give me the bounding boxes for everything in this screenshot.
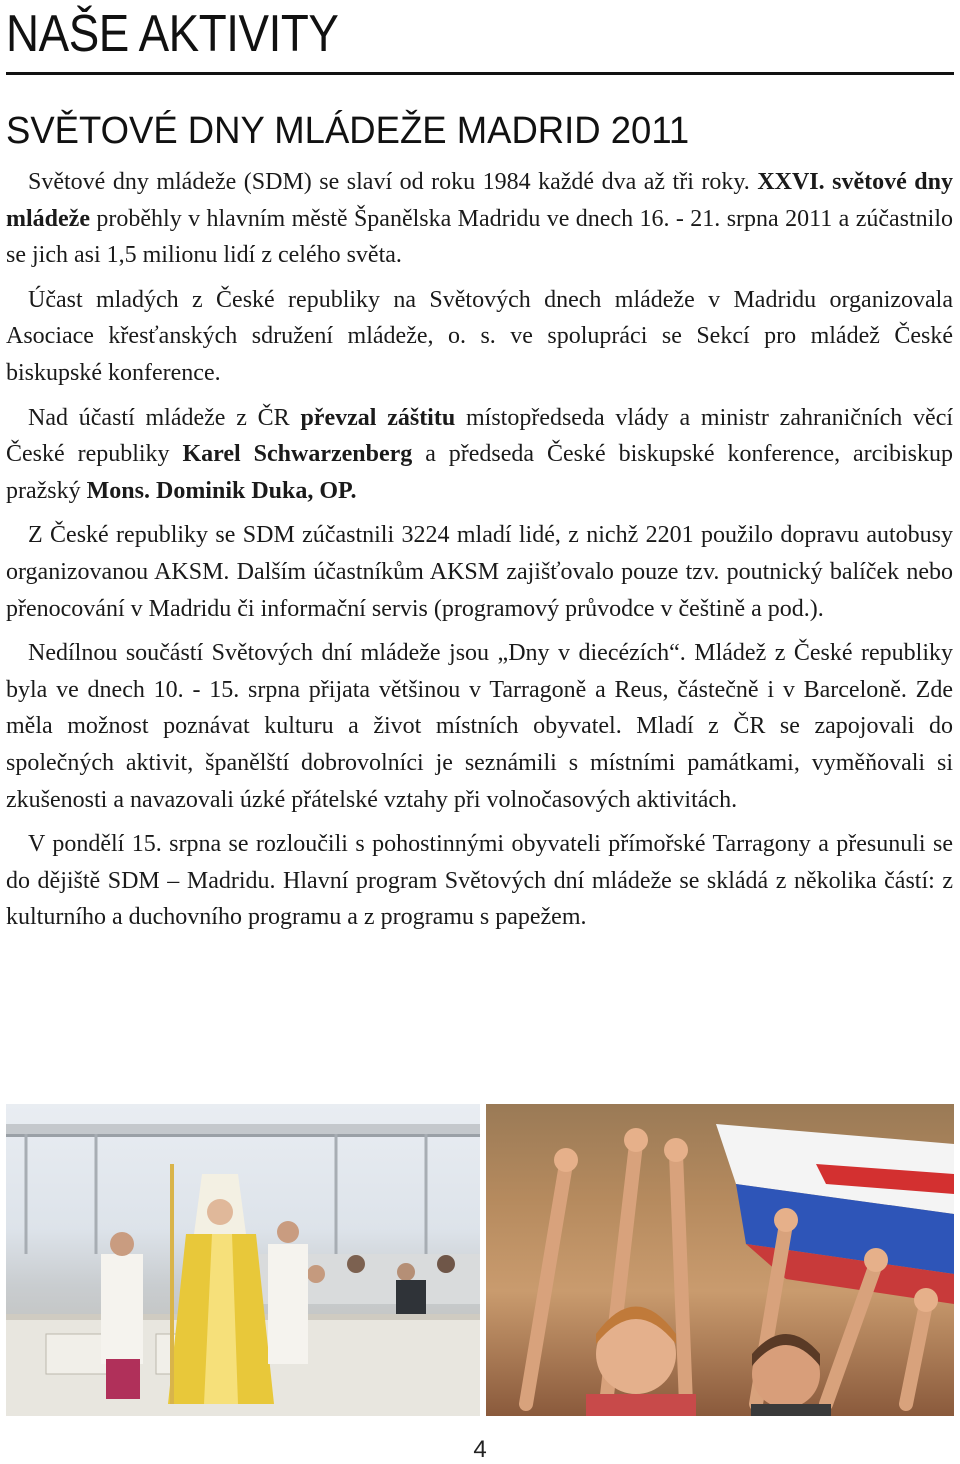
bold-text: Mons. Dominik Duka, OP. [86,477,357,504]
paragraph [6,517,953,627]
text-run: Světové dny mládeže (SDM) se slaví od roku 1984 každé dva až tři roky. [28,169,758,195]
bold-text: Karel Schwarzenberg [182,441,413,468]
paragraph [6,400,953,510]
paragraph [6,826,953,936]
text-run: V pondělí 15. srpna se rozloučili s pohostinnými obyvateli přímořské Tarragony a přesunuli se do dějiště SDM – Madridu. Hlavní program Světových dní mládeže se skládá z několika částí: z kulturního a duchovního programu a z programu s papežem. [6,831,953,931]
paragraph [6,164,953,274]
text-run: Účast mladých z České republiky na Světových dnech mládeže v Madridu organizovala Asociace křesťanských sdružení mládeže, o. s. ve spolupráci se Sekcí pro mládež České biskupské konference. [6,286,953,386]
bold-text: XXVI. světové dny mládeže [6,169,953,232]
text-run: Z České republiky se SDM zúčastnili 3224 mladí lidé, z nichž 2201 použilo dopravu autobusy organizovanou AKSM. Dalším účastníkům AKSM zajišťovalo pouze tzv. poutnický balíček nebo přenocování v Madridu či informační servis (programový průvodce v češtině a pod.). [6,522,953,622]
text-run: Nad účastí mládeže z ČR [28,404,301,431]
section-title: NAŠE AKTIVITY [6,5,339,63]
paragraph [6,282,953,392]
youth-crowd-photo [486,1104,954,1416]
page-number: 4 [473,1436,487,1463]
text-run: místopředseda vlády a ministr zahraničních věcí České republiky [6,404,954,468]
article-title: SVĚTOVÉ DNY MLÁDEŽE MADRID 2011 [6,110,690,152]
paragraph [6,635,953,818]
text-run: Nedílnou součástí Světových dní mládeže jsou „Dny v diecézích“. Mládež z České republiky byla ve dnech 10. - 15. srpna přijata většinou v Tarragoně a Reus, částečně i v Barceloně. Zde měla možnost poznávat kulturu a život místních obyvatel. Mladí z ČR se zapojovali do společných aktivit, španělští dobrovolníci je seznámili s místními památkami, vyměňovali si zkušenosti a navazovali úzké přátelské vztahy při volnočasových aktivitách. [6,640,953,813]
photo-row [6,1104,954,1416]
header-rule [6,72,954,75]
bold-text: převzal záštitu [300,404,456,431]
pope-mass-photo [6,1104,480,1416]
text-run: proběhly v hlavním městě Španělska Madridu ve dnech 16. - 21. srpna 2011 a zúčastnilo se jich asi 1,5 milionu lidí z celého světa. [6,205,953,269]
text-run: a předseda České biskupské konference, arcibiskup pražský [6,441,954,504]
article-body [6,164,953,944]
